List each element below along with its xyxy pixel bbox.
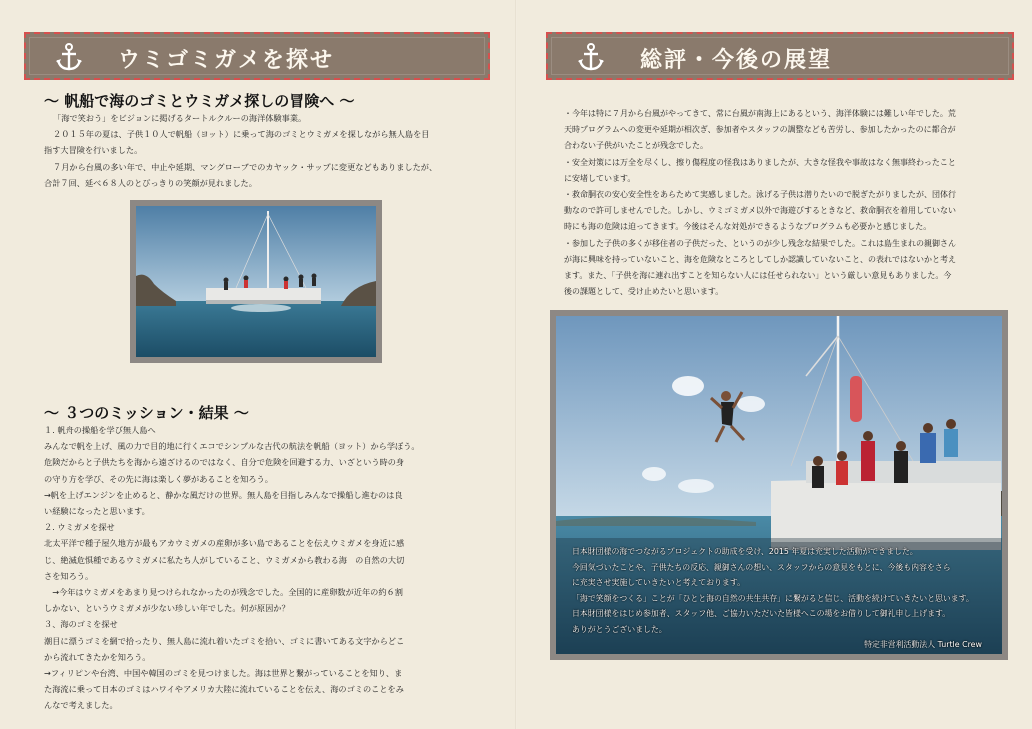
text-line: ２０１５年の夏は、子供１０人で帆船（ヨット）に乗って海のゴミとウミガメを探しながら無人島を目 [53,129,430,140]
text-line: 後の課題として、受け止めたいと思います。 [564,287,724,297]
text-line: い経験になったと思います。 [44,506,150,517]
missions-text [44,422,420,714]
text-line: ・参加した子供の多くが移住者の子供だった、というのが少し残念な結果でした。これは島生まれの親御さん [564,238,956,248]
photo-caption [572,544,982,653]
text-line: ２. ウミガメを探せ [44,522,115,533]
caption-line: 「海で笑顔をつくる」ことが「ひとと海の自然の共生共存」に繋がると信じ、活動を続けていきたいと思います。 [572,593,974,603]
caption-line: 今回気づいたことや、子供たちの反応、親御さんの想い、スタッフからの意見をもとに、今後も内容をさら [572,562,951,572]
section-banner-left [24,32,490,80]
text-line: ３、海のゴミを探せ [44,619,118,630]
text-line: た海流に乗って日本のゴミはハワイやアメリカ大陸に流れていることを伝え、海のゴミのことをみ [44,684,404,695]
text-line: 天時プログラムへの変更や延期が相次ぎ、参加者やスタッフの調整なども苦労し、参加したかったのに都合が [564,125,956,135]
text-line: １. 帆舟の操船を学び無人島へ [44,425,156,435]
anchor-icon [576,42,606,72]
caption-line: ありがとうございました。 [572,624,667,634]
text-line: ます。また、「子供を海に連れ出すことを知らない人には任せられない」という厳しい意見もありました。今 [564,271,952,281]
text-line: んなで考えました。 [44,700,118,711]
intro-text [44,110,437,191]
text-line: 「海で笑おう」をビジョンに掲げるタートルクルーの海洋体験事業。 [53,113,307,123]
banner-title: 総評・今後の展望 [640,48,833,73]
text-line: 危険だからと子供たちを海から遠ざけるのではなく、自分で危険を回避する力、いざという時の身 [44,457,405,468]
right-page [516,0,1032,729]
text-line: 動なので許可しませんでした。しかし、ウミゴミガメ以外で海遊びするときなど、救命胴衣を着用していない [564,206,956,216]
text-line: の守り方を学び、その先に海は楽しく夢があることを知ろう。 [44,473,273,484]
sailboat-image [136,206,376,357]
banner-title: ウミゴミガメを探せ [118,48,335,73]
text-line: が海に興味を持っていないこと、海を危険なところとしてしか認識していないこと、の表れではないかと考え [564,254,956,264]
text-line: から流れてきたかを知ろう。 [44,651,151,662]
text-line: 指す大冒険を行いました。 [44,145,143,156]
section-heading: ～ ３つのミッション・結果 ～ [44,404,249,422]
text-line: みんなで帆を上げ、風の力で目的地に行くエコでシンプルな古代の航法を帆船（ヨット）から学ぼう。 [44,441,420,452]
text-line: さを知ろう。 [44,570,94,581]
text-line: →フィリピンや台湾、中国や韓国のゴミを見つけました。海は世界と繋がっていることを知り、ま [44,668,403,679]
section-banner-right [546,32,1014,80]
text-line: 合わない子供がいたことが残念でした。 [564,141,708,151]
jumping-photo [550,310,1008,660]
text-line: 北太平洋で種子屋久地方が最もアカウミガメの産卵が多い島であることを伝えウミガメを身近に感 [44,538,405,549]
caption-line: に充実させ実施していきたいと考えております。 [572,578,745,587]
caption-line: 日本財団様をはじめ参加者、スタッフ他、ご協力いただいた皆様へこの場をお借りして御礼申し上げます。 [572,609,951,618]
text-line: 潮目に漂うゴミを網で拾ったり、無人島に流れ着いたゴミを拾い、ゴミに書いてある文字からどこ [44,635,405,646]
text-line: 合計７回、延べ６８人のとびっきりの笑顔が見れました。 [44,177,257,188]
text-line: →帆を上げエンジンを止めると、静かな風だけの世界。無人島を目指しみんなで操船し進むのは良 [44,489,403,500]
organization-name: 特定非営利活動法人 Turtle Crew [864,640,982,649]
sailboat-photo [130,200,382,363]
text-line: しかない、というウミガメが少ない珍しい年でした。何が原因か？ [44,603,290,614]
text-line: ・今年は特に７月から台風がやってきて、常に台風が南海上にあるという、海洋体験には難しい年でした。荒 [564,109,956,118]
section-heading: ～ 帆船で海のゴミとウミガメ探しの冒険へ ～ [44,92,355,110]
text-line: 時にも海の危険は迫ってきます。今後はそんな対処ができるようなプログラムも必要かと感じました。 [564,222,932,232]
text-line: ・救命胴衣の安心安全性をあらためて実感しました。泳げる子供は潜りたいので脱ぎたがりましたが、団体行 [564,190,956,200]
text-line: じ、絶滅危惧種であるウミガメに私たち人がしていること、ウミガメから教わる海 の自然の大切 [44,554,405,565]
text-line: に安堵しています。 [564,173,636,183]
text-line: →今年はウミガメをあまり見つけられなかったのが残念でした。全国的に産卵数が近年の約６割 [44,587,403,598]
caption-line: 日本財団様の海でつながるプロジェクトの助成を受け、2015 年夏は充実した活動ができました。 [572,547,918,556]
anchor-icon [54,42,84,72]
text-line: ・安全対策には万全を尽くし、擦り傷程度の怪我はありましたが、大きな怪我や事故はなく無事終わったこと [564,157,956,167]
text-line: ７月から台風の多い年で、中止や延期、マングローブでのカヤック・サップに変更などもありましたが、 [53,161,438,172]
review-text [564,106,956,300]
